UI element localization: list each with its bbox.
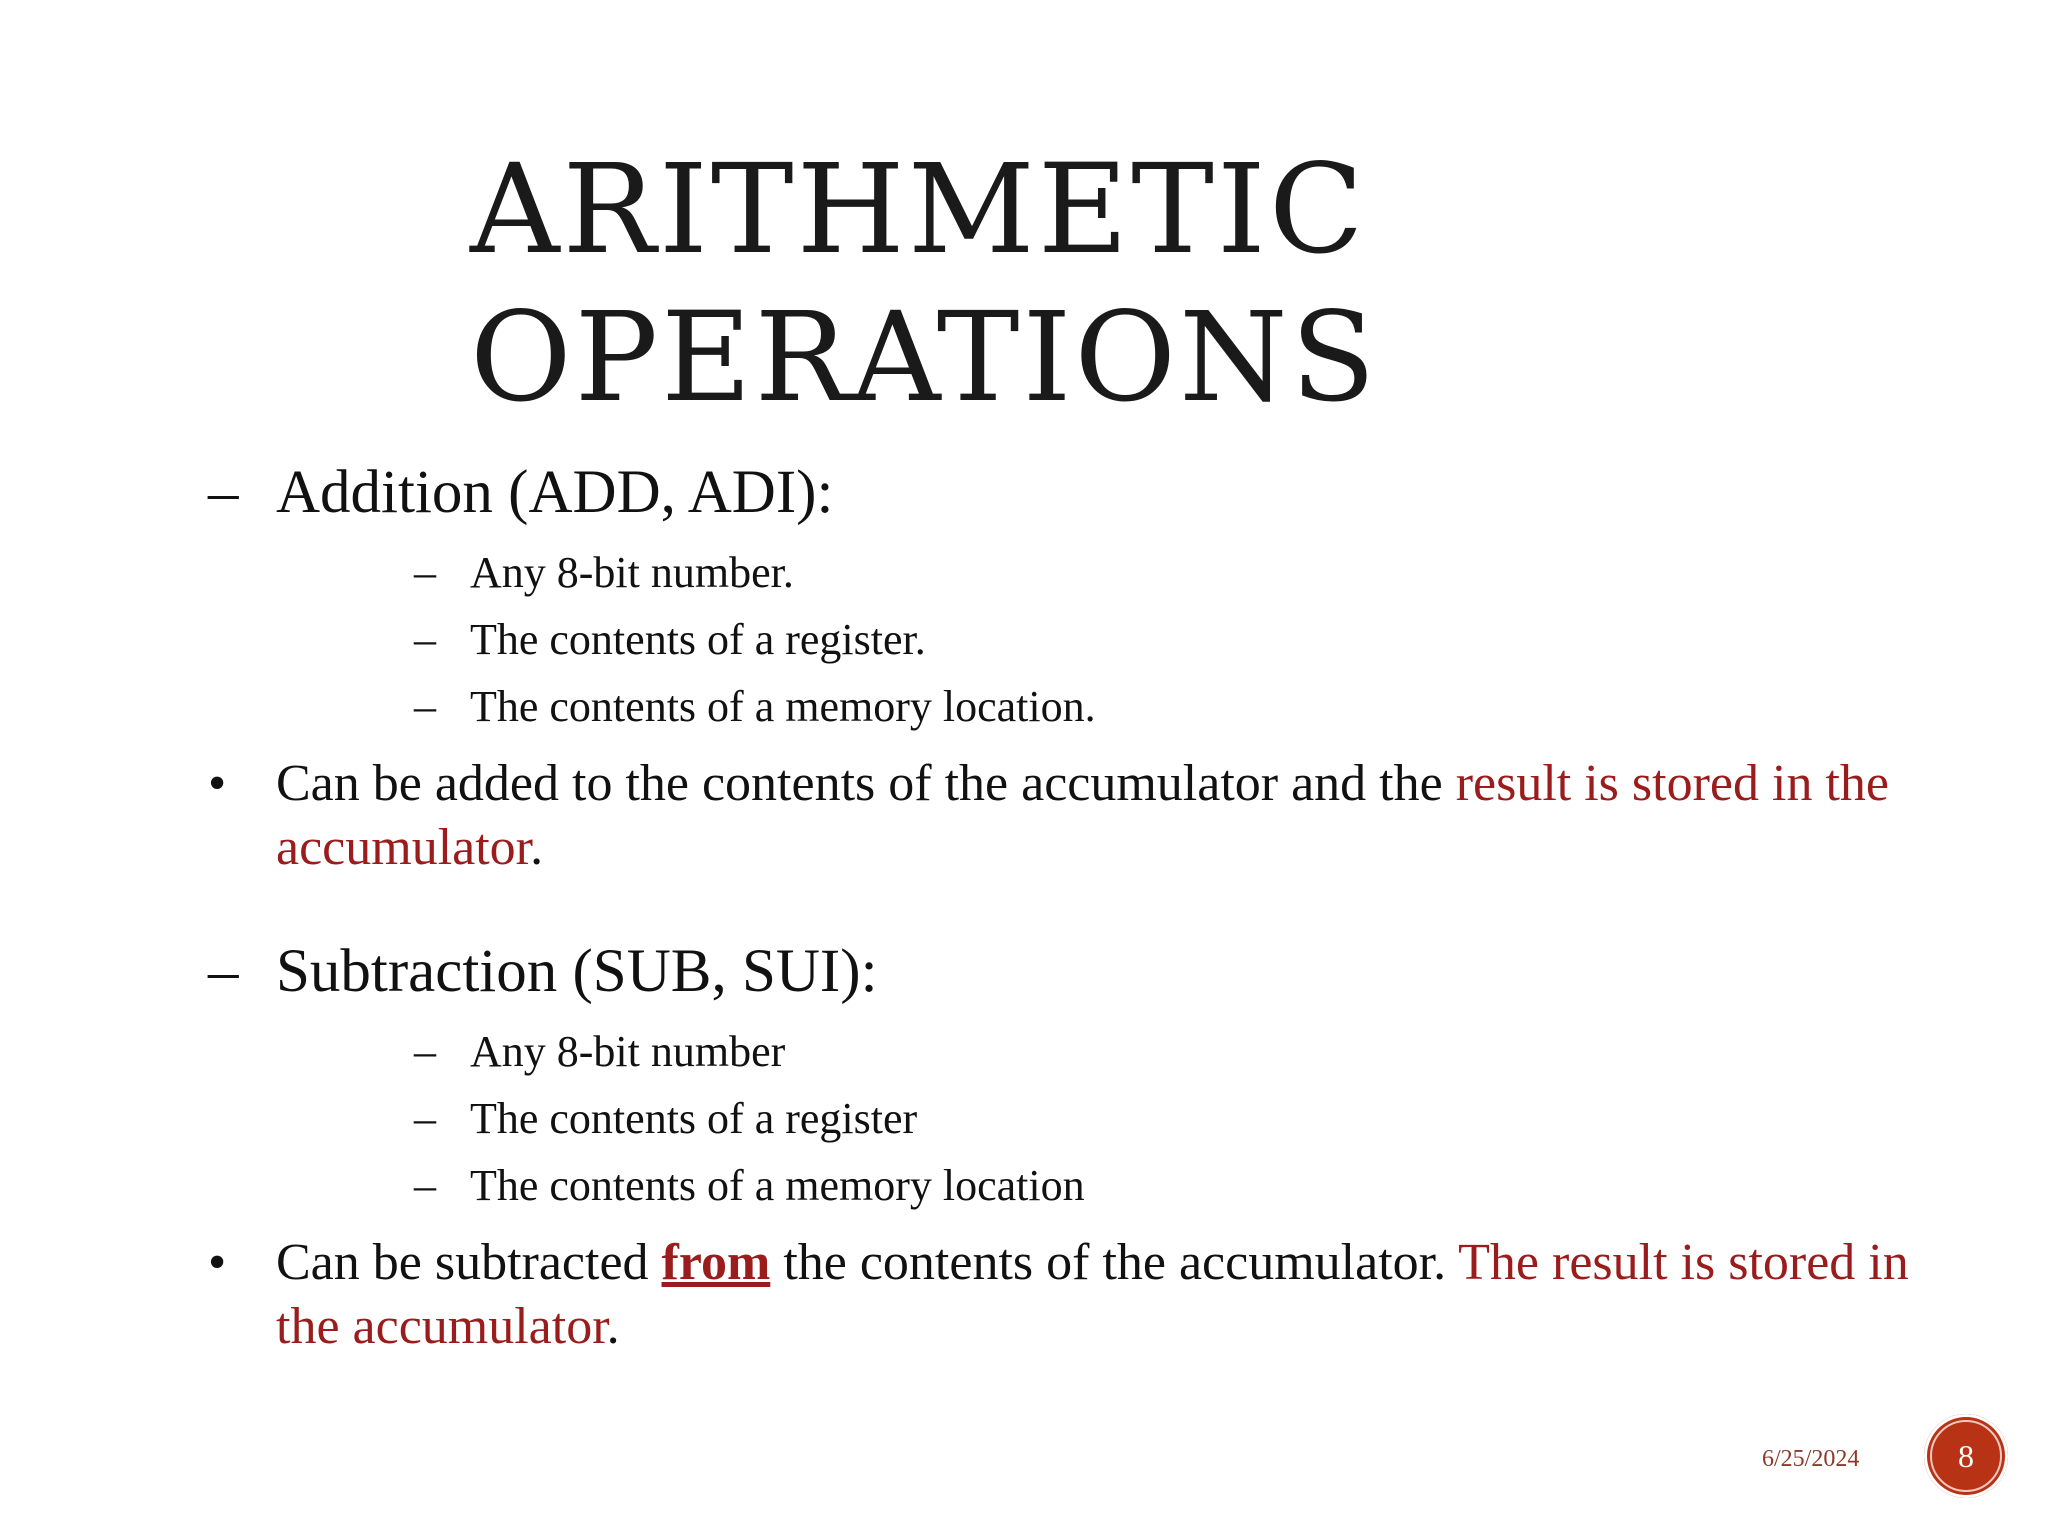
dash-marker: – xyxy=(414,548,436,597)
bullet-text xyxy=(276,1231,1928,1359)
bullet-text-part: Can be subtracted xyxy=(276,1234,662,1291)
heading-text: Addition (ADD, ADI): xyxy=(276,459,834,526)
bullet-text-part: Can be added to the contents of the accumulator and the xyxy=(276,755,1456,812)
list-item-text: The contents of a memory location. xyxy=(470,682,1096,731)
bullet-addition-result xyxy=(208,752,1928,880)
list-item xyxy=(414,680,1096,734)
list-item-text: Any 8-bit number xyxy=(470,1027,786,1076)
bullet-marker: • xyxy=(208,755,227,812)
page-number: 8 xyxy=(1958,1437,1974,1474)
dash-marker: – xyxy=(208,459,239,526)
dash-marker: – xyxy=(414,1027,436,1076)
heading-text: Subtraction (SUB, SUI): xyxy=(276,938,878,1005)
list-item-text: The contents of a memory location xyxy=(470,1161,1085,1210)
highlighted-text: result is stored in the accumulator xyxy=(276,755,1889,876)
highlighted-text: The result is stored in the accumulator xyxy=(276,1234,1909,1355)
list-item-text: The contents of a register. xyxy=(470,615,926,664)
footer-date: 6/25/2024 xyxy=(1762,1446,1860,1472)
list-item xyxy=(414,613,926,667)
emphasized-word: from xyxy=(661,1234,771,1291)
list-item xyxy=(414,1025,785,1079)
dash-marker: – xyxy=(414,615,436,664)
bullet-text-part: the contents of the accumulator. xyxy=(770,1234,1459,1291)
bullet-subtraction-result xyxy=(208,1231,1928,1359)
bullet-text-part: . xyxy=(606,1298,620,1355)
list-item-text: The contents of a register xyxy=(470,1094,918,1143)
list-item xyxy=(414,546,794,600)
title-line-1: ARITHMETIC xyxy=(470,138,1367,282)
dash-marker: – xyxy=(414,1161,436,1210)
list-item-text: Any 8-bit number. xyxy=(470,548,794,597)
bullet-marker: • xyxy=(208,1234,227,1291)
badge-ring xyxy=(1930,1420,2002,1492)
page-number-badge xyxy=(1924,1414,2008,1498)
section-heading-addition xyxy=(208,458,833,528)
title-line-2: OPERATIONS xyxy=(470,286,1379,430)
dash-marker: – xyxy=(414,682,436,731)
list-item xyxy=(414,1092,917,1146)
dash-marker: – xyxy=(208,938,239,1005)
section-heading-subtraction xyxy=(208,937,878,1007)
bullet-text xyxy=(276,752,1928,880)
dash-marker: – xyxy=(414,1094,436,1143)
list-item xyxy=(414,1159,1085,1213)
bullet-text-part: . xyxy=(530,819,544,876)
